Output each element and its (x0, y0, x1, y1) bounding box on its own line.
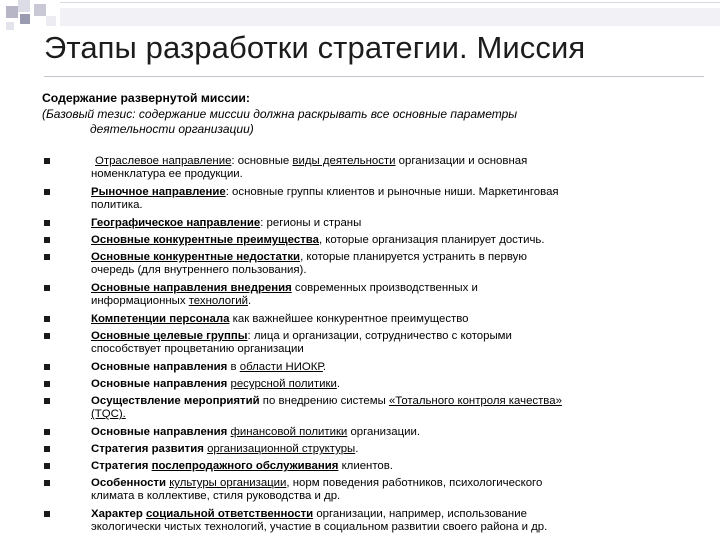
list-item-line (91, 521, 691, 534)
text-segment: Стратегия развития (91, 443, 204, 455)
text-segment: : регионы и страны (260, 217, 362, 229)
text-segment: . (336, 378, 340, 390)
text-segment: Особенности (91, 477, 167, 489)
text-segment: Основные направления внедрения (91, 282, 292, 294)
text-segment: социальной ответственности (145, 508, 314, 520)
text-segment: способствует процветанию организации (91, 343, 304, 355)
title-divider (44, 76, 704, 77)
list-item-line (91, 313, 691, 326)
text-segment: организации. (347, 426, 421, 438)
text-segment: современных производственных и (291, 282, 478, 294)
list-item-line (91, 408, 691, 421)
bullet-square-icon (44, 285, 50, 291)
text-segment: Отраслевое направление (95, 155, 232, 167)
text-segment: информационных (91, 295, 189, 307)
text-segment: в (227, 361, 240, 373)
list-item-line (91, 361, 691, 374)
section-subtitle: Содержание развернутой миссии: (42, 91, 250, 105)
text-segment: . (247, 295, 252, 307)
bullet-square-icon (44, 429, 50, 435)
text-segment: Основные направления (91, 361, 228, 373)
text-segment: организации и основная (395, 155, 528, 167)
text-segment: Рыночное направление (91, 186, 226, 198)
list-item-line (91, 490, 691, 503)
bullet-square-icon (44, 446, 50, 452)
text-segment: технологий (188, 295, 248, 307)
text-segment: Основные конкурентные преимущества (91, 234, 319, 246)
text-segment: области НИОКР (239, 361, 323, 373)
bullet-square-icon (44, 189, 50, 195)
thesis-line-1: (Базовый тезис: содержание миссии должна раскрывать все основные параметры (42, 107, 518, 121)
page-title: Этапы разработки стратегии. Миссия (44, 30, 586, 65)
text-segment: климата в коллективе, стиля руководства и др. (91, 490, 341, 502)
bullet-square-icon (44, 480, 50, 486)
text-segment: , которые организация планирует достичь. (318, 234, 545, 246)
list-item-line (91, 330, 691, 343)
text-segment: . (355, 443, 359, 455)
list-item-line (91, 234, 691, 247)
text-segment: Основные целевые группы (91, 330, 248, 342)
text-segment: по внедрению системы (259, 395, 389, 407)
text-segment: как важнейшее конкурентное преимущество (229, 313, 469, 325)
text-segment: экологически чистых технологий, участие в социальном развитии своего района и др. (91, 521, 548, 533)
bullet-square-icon (44, 511, 50, 517)
text-segment: Географическое направление (91, 217, 261, 229)
bullet-square-icon (44, 220, 50, 226)
bullet-square-icon (44, 333, 50, 339)
list-item-line (91, 395, 691, 408)
bullet-square-icon (44, 463, 50, 469)
text-segment: Основные конкурентные недостатки (91, 251, 301, 263)
bullet-square-icon (44, 158, 50, 164)
list-item-line (91, 251, 691, 264)
text-segment: организационной структуры (207, 443, 356, 455)
text-segment: Характер (91, 508, 146, 520)
list-item-line (91, 477, 691, 490)
thesis-line-2: деятельности организации) (90, 122, 254, 136)
list-item-line (91, 426, 691, 439)
text-segment: (TQC). (91, 408, 126, 420)
text-segment: : основные (231, 155, 293, 167)
list-item-line (91, 264, 691, 277)
list-item-line (91, 295, 691, 308)
list-item-line (91, 217, 691, 230)
text-segment: виды деятельности (292, 155, 396, 167)
text-segment: номенклатура ее продукции. (91, 168, 243, 180)
text-segment: Основные направления (91, 378, 228, 390)
list-item-line (91, 186, 691, 199)
text-segment: культуры организации (169, 477, 287, 489)
bullet-square-icon (44, 398, 50, 404)
bullet-square-icon (44, 237, 50, 243)
text-segment: , норм поведения работников, психологического (286, 477, 543, 489)
list-item-line (91, 199, 691, 212)
text-segment: политика. (91, 199, 143, 211)
text-segment: Основные направления (91, 426, 228, 438)
bullet-square-icon (44, 364, 50, 370)
text-segment: послепродажного обслуживания (151, 460, 339, 472)
list-item-line (91, 282, 691, 295)
bullet-square-icon (44, 381, 50, 387)
text-segment: клиентов. (338, 460, 393, 472)
text-segment: организации, например, использование (313, 508, 527, 520)
text-segment: ресурсной политики (230, 378, 337, 390)
text-segment: : основные группы клиентов и рыночные ниши. Маркетинговая (225, 186, 559, 198)
base-thesis (42, 107, 642, 137)
bullet-square-icon (44, 254, 50, 260)
text-segment: Стратегия (91, 460, 152, 472)
list-item-line (91, 460, 691, 473)
list-item-line (91, 508, 691, 521)
text-segment: , которые планируется устранить в первую (300, 251, 527, 263)
text-segment: «Тотального контроля качества» (388, 395, 562, 407)
text-segment: : лица и организации, сотрудничество с которыми (247, 330, 512, 342)
bullet-square-icon (44, 316, 50, 322)
text-segment: . (322, 361, 327, 373)
list-item-line (95, 155, 695, 168)
list-item-line (91, 443, 691, 456)
list-item-line (91, 378, 691, 391)
text-segment: очередь (для внутреннего пользования). (91, 264, 307, 276)
text-segment: Компетенции персонала (91, 313, 230, 325)
text-segment: Осуществление мероприятий (91, 395, 260, 407)
list-item-line (91, 168, 691, 181)
text-segment: финансовой политики (230, 426, 348, 438)
list-item-line (91, 343, 691, 356)
